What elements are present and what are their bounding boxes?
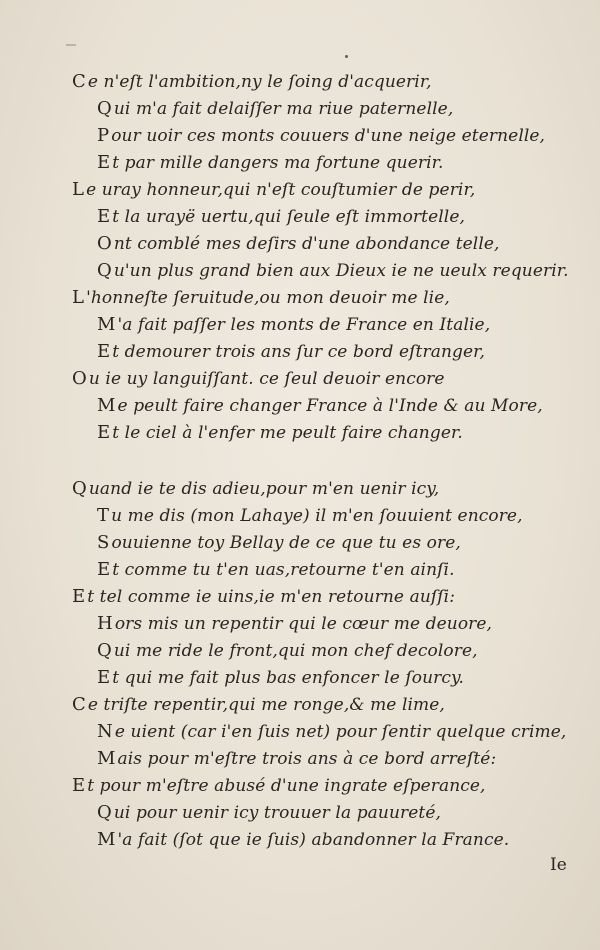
verse-line: L e uray honneur,qui n'eſt couſtumier de perir, (72, 179, 476, 200)
verse-line: E t la urayë uertu,qui ſeule eſt immortelle, (97, 206, 465, 227)
verse-line: E t qui me fait plus bas enfoncer le ſourcy. (97, 667, 464, 688)
verse-line: O u ie uy languiſſant. ce ſeul deuoir encore (72, 368, 445, 389)
verse-line: P our uoir ces monts couuers d'une neige eternelle, (97, 125, 546, 146)
verse-line: M ais pour m'eſtre trois ans à ce bord arreſté: (97, 748, 497, 769)
verse-line: E t tel comme ie uins,ie m'en retourne auſſi: (72, 586, 456, 607)
verse-line: Q ui me ride le front,qui mon chef decolore, (97, 640, 478, 661)
verse-line: S ouuienne toy Bellay de ce que tu es ore, (97, 532, 461, 553)
verse-line: L 'honneſte ſeruitude,ou mon deuoir me lie, (72, 287, 450, 308)
verse-line: E t demourer trois ans ſur ce bord eſtranger, (97, 341, 486, 362)
ink-mark (66, 44, 76, 46)
verse-line: M 'a fait paſſer les monts de France en Italie, (97, 314, 491, 335)
verse-line: M 'a fait (ſot que ie ſuis) abandonner la France. (97, 829, 510, 850)
verse-line: T u me dis (mon Lahaye) il m'en ſouuient encore, (97, 505, 523, 526)
verse-line: O nt comblé mes deſirs d'une abondance telle, (97, 233, 500, 254)
verse-line: H ors mis un repentir qui le cœur me deuore, (97, 613, 493, 634)
verse-line: Q ui m'a fait delaiſſer ma riue paternelle, (97, 98, 454, 119)
verse-line: Q ui pour uenir icy trouuer la pauureté, (97, 802, 441, 823)
verse-line: Q u'un plus grand bien aux Dieux ie ne ueulx requerir. (97, 260, 569, 281)
verse-line: E t pour m'eſtre abusé d'une ingrate eſperance, (72, 775, 486, 796)
ink-dot (345, 55, 348, 58)
verse-line: C e triſte repentir,qui me ronge,& me lime, (72, 694, 445, 715)
verse-line: M e peult faire changer France à l'Inde & au More, (97, 395, 543, 416)
verse-line: E t comme tu t'en uas,retourne t'en ainſi. (97, 559, 455, 580)
verse-line: Q uand ie te dis adieu,pour m'en uenir icy, (72, 478, 440, 499)
verse-line: C e n'eſt l'ambition,ny le ſoing d'acquerir, (72, 71, 432, 92)
catchword: Ie (550, 855, 567, 875)
verse-line: N e uient (car i'en ſuis net) pour ſentir quelque crime, (97, 721, 567, 742)
verse-line: E t par mille dangers ma fortune querir. (97, 152, 444, 173)
verse-line: E t le ciel à l'enfer me peult faire changer. (97, 422, 463, 443)
